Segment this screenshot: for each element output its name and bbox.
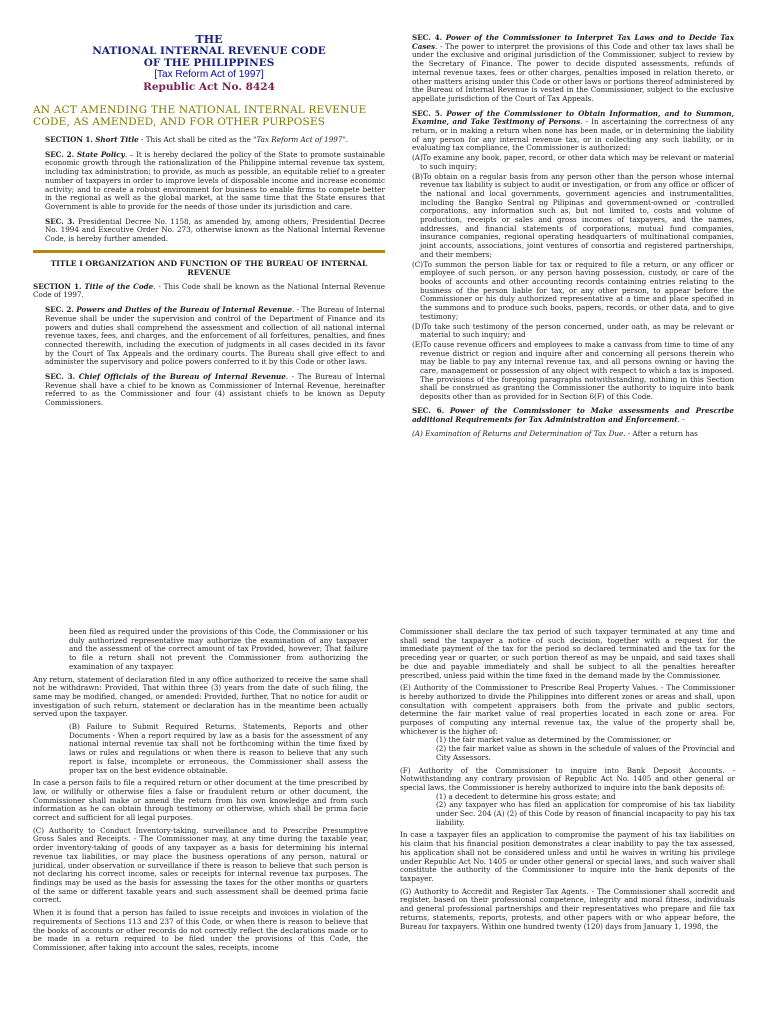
section-heading: Short Title [95,135,139,144]
list-marker: (E) [412,339,423,349]
section-label: SECTION 1. [33,281,82,291]
section-text: . - After a return has [623,429,698,439]
section-label: SEC. 6. [412,405,445,415]
section-6 [412,407,734,424]
section-label: SEC. 5. [412,108,443,118]
list-marker: (A) [412,153,423,163]
paragraph: (F) Authority of the Commissioner to inquire into Bank Deposit Accounts. - Notwithstanding any contrary provision of Republic Act No. 1405 and other general or special laws, the Commissioner is hereby authorized to inquire into the bank deposits of: [400,765,735,792]
header-republic-act: Republic Act No. 8424 [143,81,275,93]
header-line1: NATIONAL INTERNAL REVENUE CODE [92,45,326,57]
list-item: (1) the fair market value as determined by the Commissioner, or [436,735,671,745]
section-text: . - In ascertaining the correctness of any return, or in making a return when none has been made, or in determining the liability of any person for any internal revenue tax, or in collecting any such liability, or in evaluating tax compliance, the Commissioner is authorized: [412,117,734,153]
list-marker: (B) [412,171,423,181]
section-text: . – It is hereby declared the policy of the State to promote sustainable economic growth through the rationalization of the Philippine internal revenue tax system, including tax administration; to provide, as much as possible, an equitable relief to a greater number of taxpayers in order to improve levels of disposable income and increase economic activity; and to create a robust environment for business to enable firms to compete better in the regional as well as the global market, at the same time that the State ensures that Government is able to provide for the needs of those under its jurisdiction and care. [45,149,385,211]
document-page-2 [0,600,768,1024]
section-heading: Powers and Duties of the Bureau of Internal Revenue [76,305,293,315]
page1-right-column [412,34,734,445]
section-end: . [345,135,349,144]
title1-section-3 [33,373,385,408]
page1-left-column [33,34,385,414]
paragraph: When it is found that a person has failed to issue receipts and invoices in violation of the requirements of Sections 113 and 237 of this Code, or when there is reason to believe that the books of accounts or other records do not correctly reflect the declarations made or to be made in a return required to be filed under the provisions of this Code, the Commissioner, after taking into account the sales, receipts, income [33,908,368,952]
paragraph: (G) Authority to Accredit and Register Tax Agents. - The Commissioner shall accredit and register, based on their professional competence, integrity and moral fitness, individuals and general professional partnerships and their representatives who prepare and file tax returns, statements, reports, protests, and other papers with or who appear before, the Bureau for taxpayers. Within one hundred twenty (120) days from January 1, 1998, the [400,886,735,931]
paragraph: Any return, statement of declaration filed in any office authorized to receive the same shall not be withdrawn: Provided, That within three (3) years from the date of such filing, the same may be modified, changed, or amended: Provided, further, That no notice for audit or investigation of such return, statement or declaration has in the meantime been actually served upon the taxpayer. [33,674,368,719]
title1-section-2 [33,306,385,367]
section-label: SECTION 1. [45,135,93,144]
list-item: (2) any taxpayer who has filed an application for compromise of his tax liability under Sec. 204 (A) (2) of this Code by reason of financial incapacity to pay his tax liability. [436,800,735,827]
section-label: SEC. 3. [45,216,75,226]
section-2 [33,151,385,212]
section-text: Presidential Decree No. 1158, as amended by, among others, Presidential Decree No. 1994 and Executive Order No. 273, otherwise known as the National Internal Revenue Code, is hereby further amended. [45,216,385,244]
section-text: - This Act shall be cited as the [138,135,254,144]
section-text: . - [677,414,685,424]
section-heading: Power of the Commissioner to Obtain Information, and to Summon, Examine, and Take Testimony of Persons [412,108,734,127]
list-item-text: To take such testimony of the person concerned, under oath, as may be relevant or material to such inquiry; and [420,321,734,340]
page-gap [0,555,768,600]
list-item: (2) the fair market value as shown in the schedule of values of the Provincial and City Assessors. [436,744,735,762]
list-marker: (D) [412,321,424,331]
paragraph: (E) Authority of the Commissioner to Prescribe Real Property Values. - The Commissioner is hereby authorized to divide the Philippines into different zones or areas and shall, upon consultation with competent appraisers both from the private and public sectors, determine the fair market value of real properties located in each zone or area. For purposes of computing any internal revenue tax, the value of the property shall be, whichever is the higher of: [400,683,735,736]
section-6a [412,430,734,439]
list-item-text: To summon the person liable for tax or required to file a return, or any officer or employee of such person, or any person having possession, custody, or care of the books of accounts and other accounting records containing entries relating to the business of the person liable for tax, or any other person, to appear before the Commissioner or his duly authorized representative at a time and place specified in the summons and to produce such books, papers, records, or other data, and to give testimony; [420,259,734,321]
section-text: . - The Bureau of Internal Revenue shall have a chief to be known as Commissioner of Internal Revenue, hereinafter referred to as the Commissioner and four (4) assistant chiefs to be known as Deputy Commissioners. [45,372,385,408]
page2-right-column [400,628,735,935]
paragraph: Commissioner shall declare the tax period of such taxpayer terminated at any time and shall send the taxpayer a notice of such decision, together with a request for the immediate payment of the tax for the period so declared terminated and the tax for the preceding year or quarter, or such portion thereof as may be unpaid, and said taxes shall be due and payable immediately and shall be subject to all the penalties hereafter prescribed, unless paid within the time fixed in the demand made by the Commissioner. [400,627,735,680]
section-label: SEC. 2. [45,149,75,159]
list-item-text: To examine any book, paper, record, or other data which may be relevant or material to such inquiry; [420,153,735,171]
act-title: AN ACT AMENDING THE NATIONAL INTERNAL REVENUE CODE, AS AMENDED, AND FOR OTHER PURPOSES [33,104,367,128]
section-italic: "Tax Reform Act of 1997" [253,135,346,144]
header-line2: OF THE PHILIPPINES [143,56,275,69]
section-heading: Title of the Code [84,281,154,291]
list-item-text: To obtain on a regular basis from any person other than the person whose internal revenue tax liability is subject to audit or investigation, or from any office or officer of the national and local governments, government agencies and instrumentalities, including the Bangko Sentral ng Pilipinas and government-owned or -controlled corporations, any information such as, but not limited to, costs and volume of production, receipts or sales and gross incomes of taxpayers, and the names, addresses, and financial statements of corporations, mutual fund companies, insurance companies, regional operating headquarters of multinational companies, joint accounts, associations, joint ventures of consortia and registered partnerships, and their members; [420,171,734,259]
list-item [412,173,734,260]
section-label: SEC. 3. [45,372,76,382]
list-item-text: To cause revenue officers and employees to make a canvass from time to time of any revenue district or region and inquire after and concerning all persons therein who may be liable to pay any internal revenue tax, and all persons owning or having the care, management or possession of any object with respect to which a tax is imposed. The provisions of the foregoing paragraphs notwithstanding, nothing in this Section shall be construed as granting the Commissioner the authority to inquire into bank deposits other than as provided for in Section 6(F) of this Code. [420,339,735,402]
paragraph: In case a taxpayer files an application to compromise the payment of his tax liabilities on his claim that his financial position demonstrates a clear inability to pay the tax assessed, his application shall not be considered unless and until he waives in writing his privilege under Republic Act No. 1405 or under other general or special laws, and such waiver shall constitute the authority of the Commissioner to inquire into the bank deposits of the taxpayer. [400,830,735,883]
subsection-heading: (A) Examination of Returns and Determination of Tax Due [412,429,624,439]
list-item [412,341,734,402]
paragraph: been filed as required under the provisions of this Code, the Commissioner or his duly authorized representative may authorize the examination of any taxpayer and the assessment of the correct amount of tax Provided, however; That failure to file a return shall not prevent the Commissioner from authorizing the examination of any taxpayer. [69,627,368,671]
list-item: (1) a decedent to determine his gross estate; and [436,791,616,801]
section-heading: Power of the Commissioner to Make assessments and Prescribe additional Requirements for Tax Administration and Enforcement [412,405,734,424]
title1-section-1 [33,283,385,300]
list-item [412,323,734,340]
header-tax-reform: [Tax Reform Act of 1997] [154,69,264,80]
section-heading: State Policy [76,149,125,159]
list-item [412,261,734,322]
section-1 [33,136,385,145]
section-heading: Chief Officials of the Bureau of Internal Revenue [78,372,286,382]
title-i-heading: TITLE I ORGANIZATION AND FUNCTION OF THE BUREAU OF INTERNAL REVENUE [50,258,368,277]
divider-rule [33,250,385,253]
paragraph: (B) Failure to Submit Required Returns, Statements, Reports and other Documents - When a report required by law as a basis for the assessment of any national internal revenue tax shall not be forthcoming within the time fixed by laws or rules and regulations or when there is reason to believe that any such report is false, incomplete or erroneous, the Commissioner shall assess the proper tax on the best evidence obtainable. [69,722,368,775]
section-label: SEC. 4. [412,33,443,42]
paragraph: (C) Authority to Conduct Inventory-taking, surveillance and to Prescribe Presumptive Gross Sales and Receipts. - The Commissioner may, at any time during the taxable year, order inventory-taking of goods of any taxpayer as a basis for determining his internal revenue tax liabilities, or may place the business operations of any person, natural or juridical, under observation or surveillance if there is reason to believe that such person is not declaring his correct income, sales or receipts for internal revenue tax purposes. The findings may be used as the basis for assessing the taxes for the other months or quarters of the same or different taxable years and such assessment shall be deemed prima facie correct. [33,825,368,905]
section-text: . - The power to interpret the provisions of this Code and other tax laws shall be under the exclusive and original jurisdiction of the Commissioner, subject to review by the Secretary of Finance. The power to decide disputed assessments, refunds of internal revenue taxes, fees or other charges, penalties imposed in relation thereto, or other matters arising under this Code or other laws or portions thereof administered by the Bureau of Internal Revenue is vested in the Commissioner, subject to the exclusive appellate jurisdiction of the Court of Tax Appeals. [412,41,734,103]
page2-left-column [33,628,368,957]
section-label: SEC. 2. [45,305,74,315]
section-3 [33,218,385,244]
section-4 [412,34,734,104]
section-text: . - The Bureau of Internal Revenue shall be under the supervision and control of the Department of Finance and its powers and duties shall comprehend the assessment and collection of all national internal revenue taxes, fees, and charges, and the enforcement of all forfeitures, penalties, and fines connected therewith, including the execution of judgments in all cases decided in its favor by the Court of Tax Appeals and the ordinary courts. The Bureau shall give effect to and administer the supervisory and police powers conferred to it by this Code or other laws. [45,305,385,367]
list-item [412,154,734,171]
section-5 [412,110,734,154]
section-heading: Power of the Commissioner to Interpret Tax Laws and to Decide Tax Cases [412,33,734,51]
section-text: . - This Code shall be known as the National Internal Revenue Code of 1997. [33,281,386,300]
paragraph: In case a person fails to file a required return or other document at the time prescribed by law, or willfully or otherwise files a false or fraudulent return or other document, the Commissioner shall make or amend the return from his own knowledge and from such information as he can obtain through testimony or otherwise, which shall be prima facie correct and sufficient for all legal purposes. [33,778,368,823]
header-the: THE [195,33,223,46]
list-marker: (C) [412,259,424,269]
